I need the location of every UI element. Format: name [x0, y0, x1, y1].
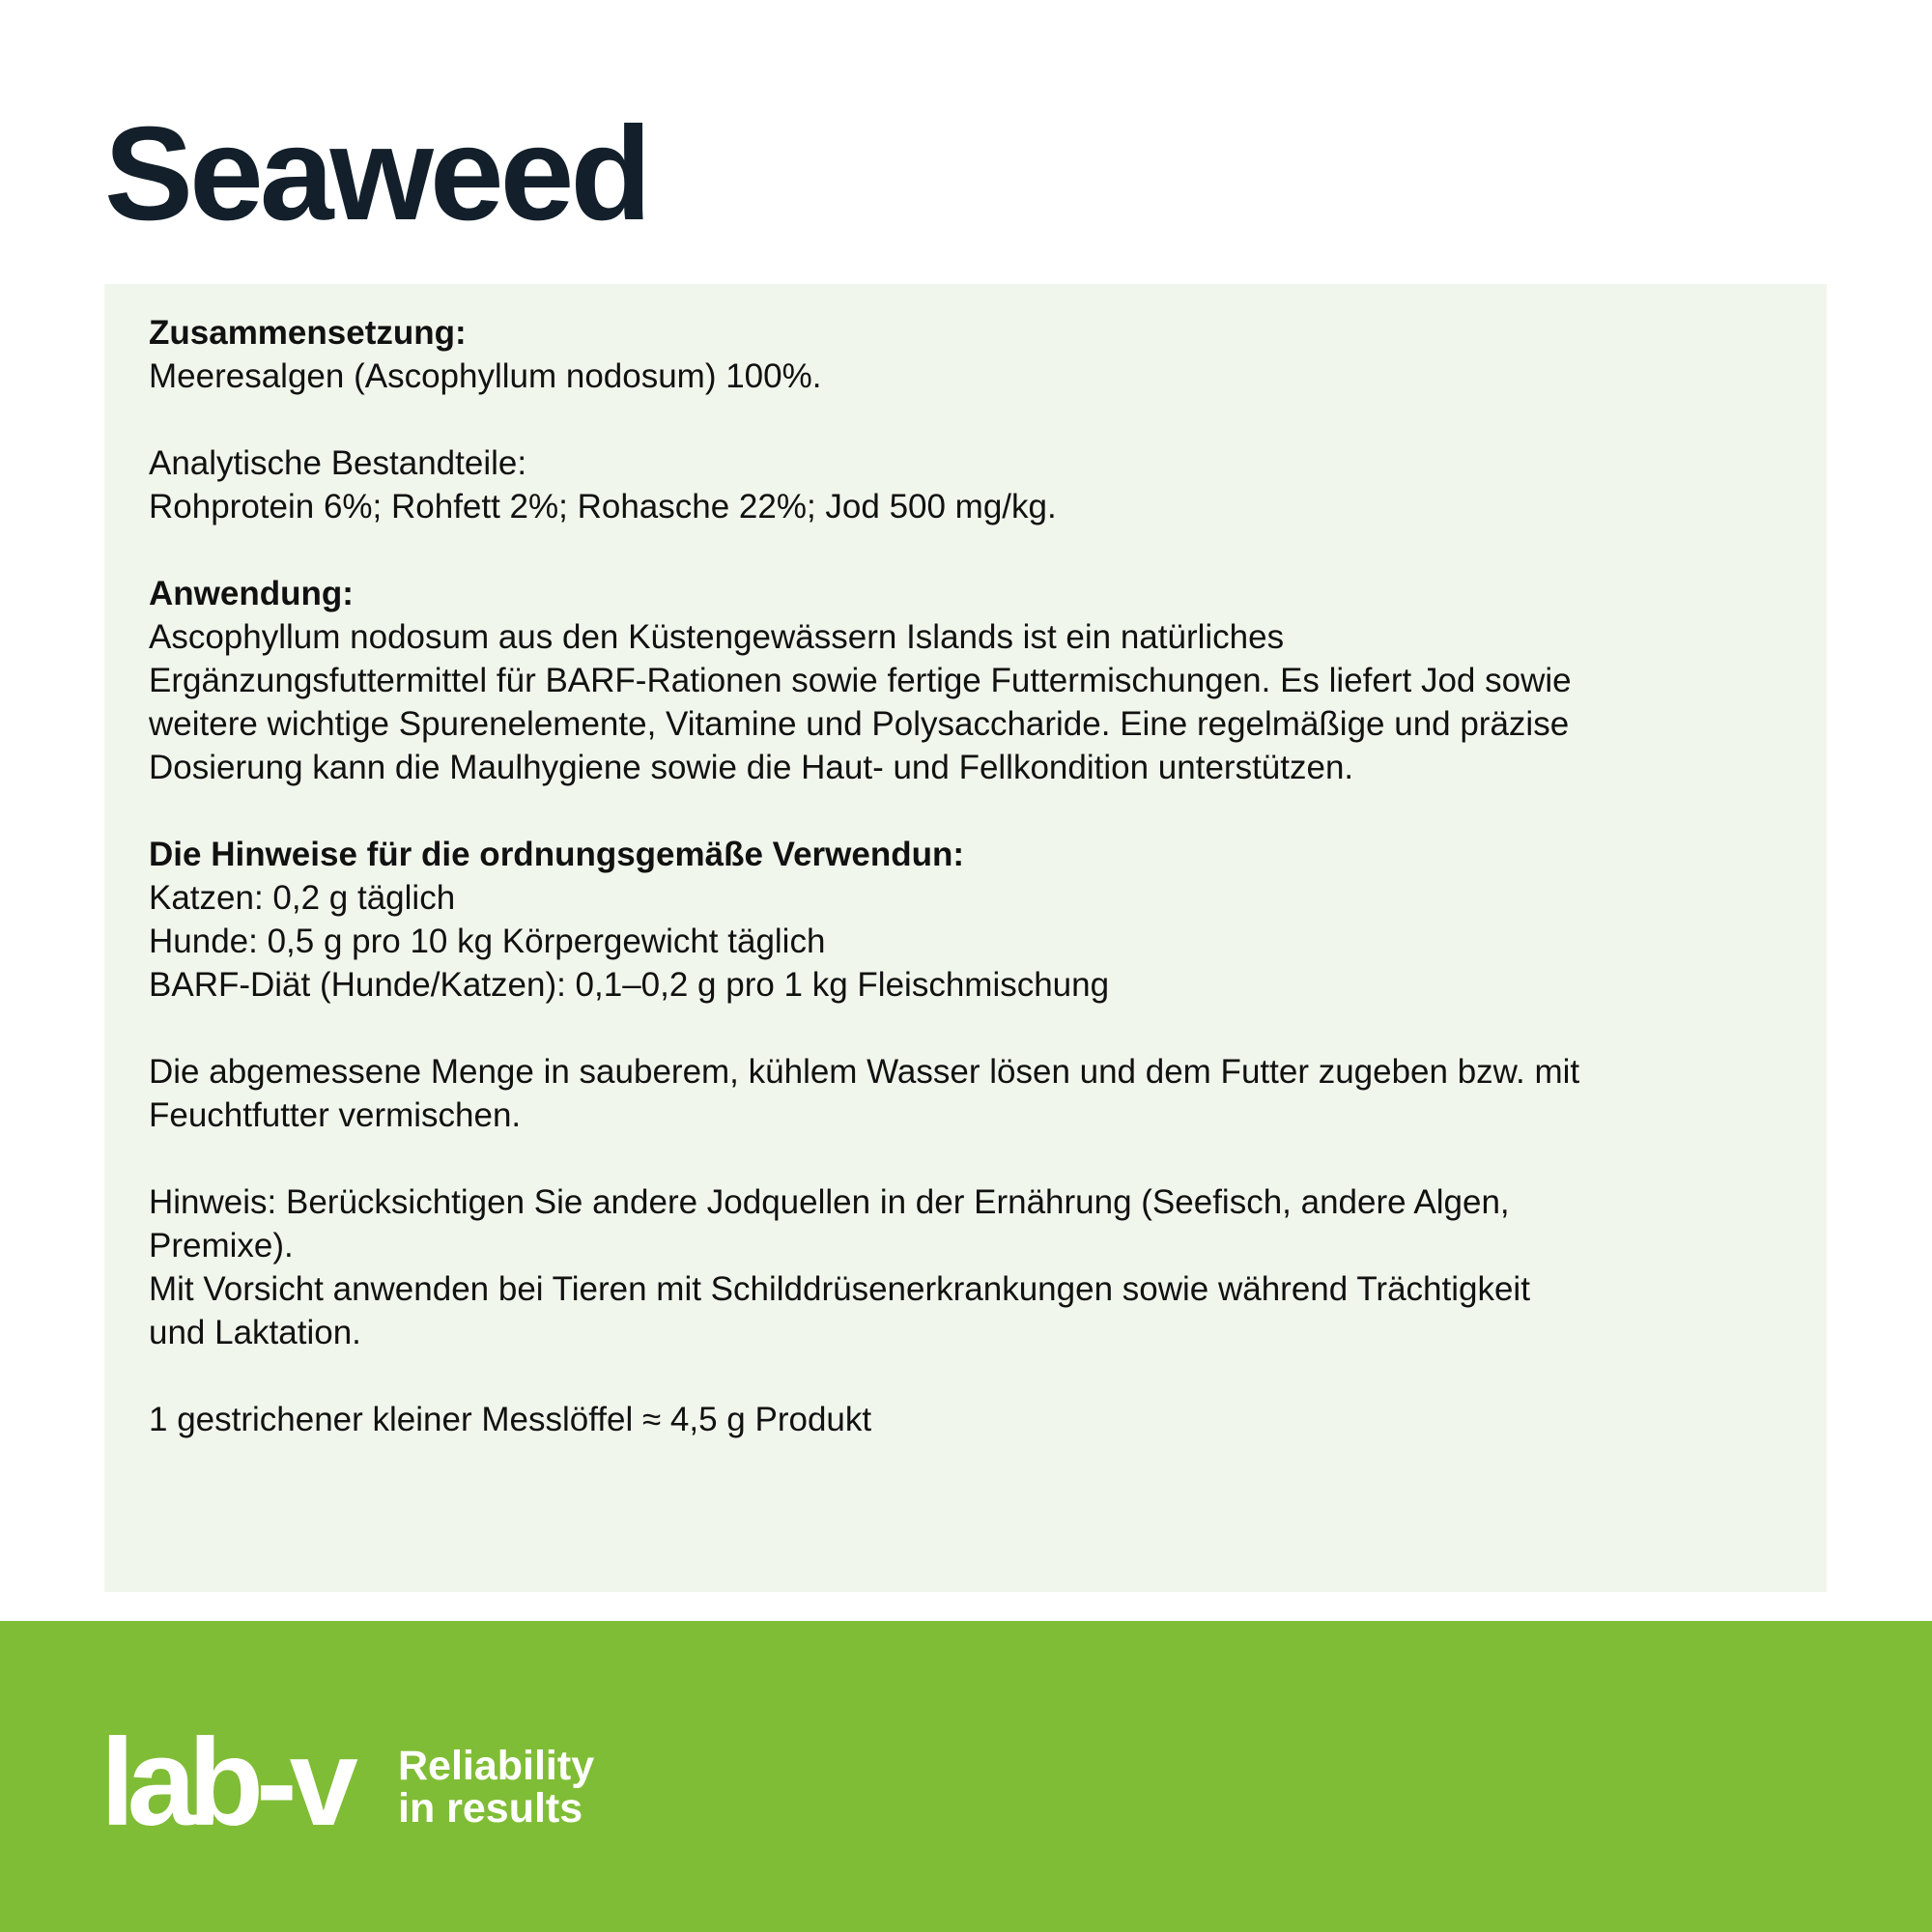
- application-heading: Anwendung:: [149, 575, 354, 612]
- composition-heading: Zusammensetzung:: [149, 314, 467, 352]
- brand-tagline: [398, 1745, 594, 1830]
- composition-text: Meeresalgen (Ascophyllum nodosum) 100%.: [149, 357, 822, 395]
- note-text-line: und Laktation.: [149, 1314, 361, 1351]
- application-section: [149, 572, 1782, 789]
- tagline-line: Reliability: [398, 1743, 595, 1789]
- note-text-line: Hinweis: Berücksichtigen Sie andere Jodquellen in der Ernährung (Seefisch, andere Algen,: [149, 1183, 1510, 1221]
- note-section: [149, 1180, 1782, 1354]
- note-text-line: Mit Vorsicht anwenden bei Tieren mit Schilddrüsenerkrankungen sowie während Trächtigkeit: [149, 1270, 1530, 1308]
- usage-section: [149, 833, 1782, 1007]
- application-text-line: Dosierung kann die Maulhygiene sowie die Haut- und Fellkondition unterstützen.: [149, 749, 1354, 786]
- preparation-section: [149, 1050, 1782, 1137]
- analytical-section: [149, 441, 1782, 528]
- application-text-line: weitere wichtige Spurenelemente, Vitamine und Polysaccharide. Eine regelmäßige und präzise: [149, 705, 1570, 743]
- preparation-text-line: Die abgemessene Menge in sauberem, kühlem Wasser lösen und dem Futter zugeben bzw. mit: [149, 1053, 1580, 1091]
- composition-section: [149, 311, 1782, 398]
- preparation-text-line: Feuchtfutter vermischen.: [149, 1096, 522, 1134]
- analytical-text: Rohprotein 6%; Rohfett 2%; Rohasche 22%; Jod 500 mg/kg.: [149, 488, 1057, 526]
- brand-footer: [0, 1621, 1932, 1932]
- note-text-line: Premixe).: [149, 1227, 294, 1264]
- measure-section: [149, 1398, 1782, 1441]
- lab-v-logo: lab-v: [100, 1714, 351, 1852]
- dosage-cats: Katzen: 0,2 g täglich: [149, 879, 456, 917]
- dosage-barf: BARF-Diät (Hunde/Katzen): 0,1–0,2 g pro 1 kg Fleischmischung: [149, 966, 1110, 1004]
- dosage-dogs: Hunde: 0,5 g pro 10 kg Körpergewicht täglich: [149, 923, 826, 960]
- application-text-line: Ascophyllum nodosum aus den Küstengewässern Islands ist ein natürliches: [149, 618, 1285, 656]
- page-title: Seaweed: [104, 99, 648, 248]
- analytical-heading: Analytische Bestandteile:: [149, 444, 527, 482]
- tagline-line: in results: [398, 1785, 583, 1832]
- application-text-line: Ergänzungsfuttermittel für BARF-Rationen sowie fertige Futtermischungen. Es liefert Jod sowie: [149, 662, 1572, 699]
- product-info-panel: [104, 284, 1827, 1592]
- measure-text: 1 gestrichener kleiner Messlöffel ≈ 4,5 g Produkt: [149, 1401, 872, 1438]
- usage-heading: Die Hinweise für die ordnungsgemäße Verwendun:: [149, 836, 965, 873]
